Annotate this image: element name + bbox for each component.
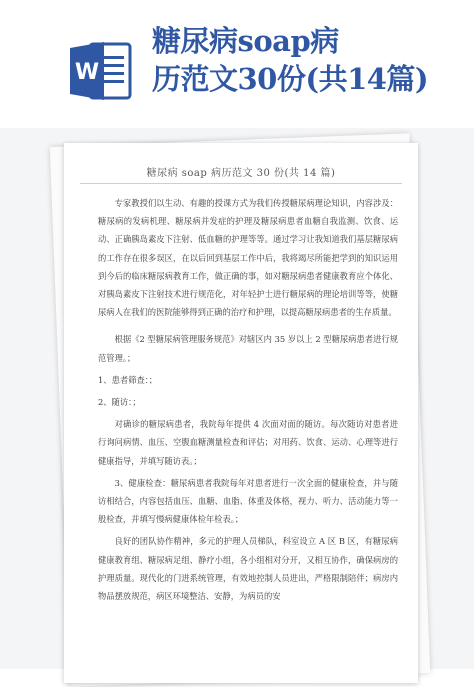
paragraph: 2、随访：； [98,397,141,408]
paragraph: 根据《2 型糖尿病管理服务规范》对辖区内 35 岁以上 2 型糖尿病患者进行规范管理。； [98,334,398,363]
header [0,0,474,128]
word-doc-icon [68,40,134,102]
page-title-line-2: 历范文30份(共14篇) [152,62,429,96]
paragraph: 专家教授们以生动、有趣的授课方式为我们传授糖尿病理论知识，内容涉及：糖尿病的发病机理、糖尿病并发症的护理及糖尿病患者血糖自我监测、饮食、运动、正确胰岛素皮下注射、低血糖的护理等等。通过学习让我知道我们基层糖尿病的工作存在很多误区，在以后回到基层工作中后，我将竭尽所能把学到的知识运用到今后的临床糖尿病教育工作，做正确的事，如对糖尿病患者健康教育应个体化、对胰岛素皮下注射技术进行规范化，对年轻护士进行糖尿病的理论培训等等，使糖尿病人在我们的医院能够得到正确的治疗和护理，以提高糖尿病患者的生存质量。 [98,198,398,318]
paragraph: 良好的团队协作精神，多元的护理人员梯队，科室设立 A 区 B 区，有糖尿病健康教育组、糖尿病足组、静疗小组，各小组相对分开，又相互协作，确保病房的护理质量。现代化的门进系统管理，有效地控制人员进出，严格限制陪伴；病房内物品摆放规范，病区环境整洁、安静，为病员的安 [98,536,398,602]
document-title: 糖尿病 soap 病历范文 30 份(共 14 篇) [146,168,336,179]
paragraph: 1、患者筛查：； [98,374,158,385]
document-page[interactable] [64,143,418,683]
paragraph: 对确诊的糖尿病患者，我院每年提供 4 次面对面的随访。每次随访对患者进行询问病情、血压、空腹血糖测量检查和评估；对用药、饮食、运动、心理等进行健康指导，并填写随访表。； [98,419,398,466]
title-divider [80,183,402,184]
logo-letter: W [74,60,100,85]
page-title [152,22,462,98]
page-title-line-1: 糖尿病soap病 [152,24,339,58]
paragraph: 3、健康检查：糖尿病患者我院每年对患者进行一次全面的健康检查，并与随访相结合，内容包括血压、血糖、血脂、体重及体格，视力、听力、活动能力等一般检查，并填写慢病健康体检年检表。； [98,477,398,525]
document-body [98,194,398,605]
